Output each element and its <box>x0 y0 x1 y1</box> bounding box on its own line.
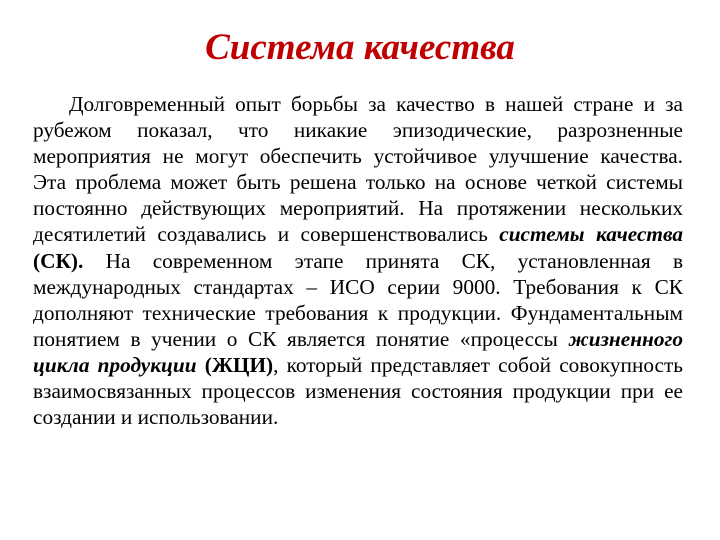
term-quality-systems: системы качества <box>499 222 683 247</box>
abbr-sk: (СК). <box>33 248 84 273</box>
paragraph-text-2: На современном этапе принята СК, установленная в международных стандартах – ИСО серии 9000. Требования к СК дополняют технические требования к продукции. Фундаментальным понятием в учении о СК является понятие «процессы <box>33 248 683 351</box>
term-product-lifecycle: жизненного цикла продукции <box>33 326 683 377</box>
paragraph-text-3: , который представляет собой совокупность взаимосвязанных процессов изменения состояния продукции при ее создании и использовании. <box>33 352 684 430</box>
paragraph-text-1: Долговременный опыт борьбы за качество в нашей стране и за рубежом показал, что никакие эпизодические, разрозненные мероприятия не могут обеспечить устойчивое улучшение качества. Эта проблема может быть решена только на основе четкой системы постоянно действующих мероприятий. На протяжении нескольких десятилетий создавались и совершенствовались <box>33 92 683 247</box>
slide-title: Система качества <box>205 27 515 68</box>
body-paragraph <box>33 91 683 430</box>
abbr-zhci: (ЖЦИ) <box>204 352 274 377</box>
